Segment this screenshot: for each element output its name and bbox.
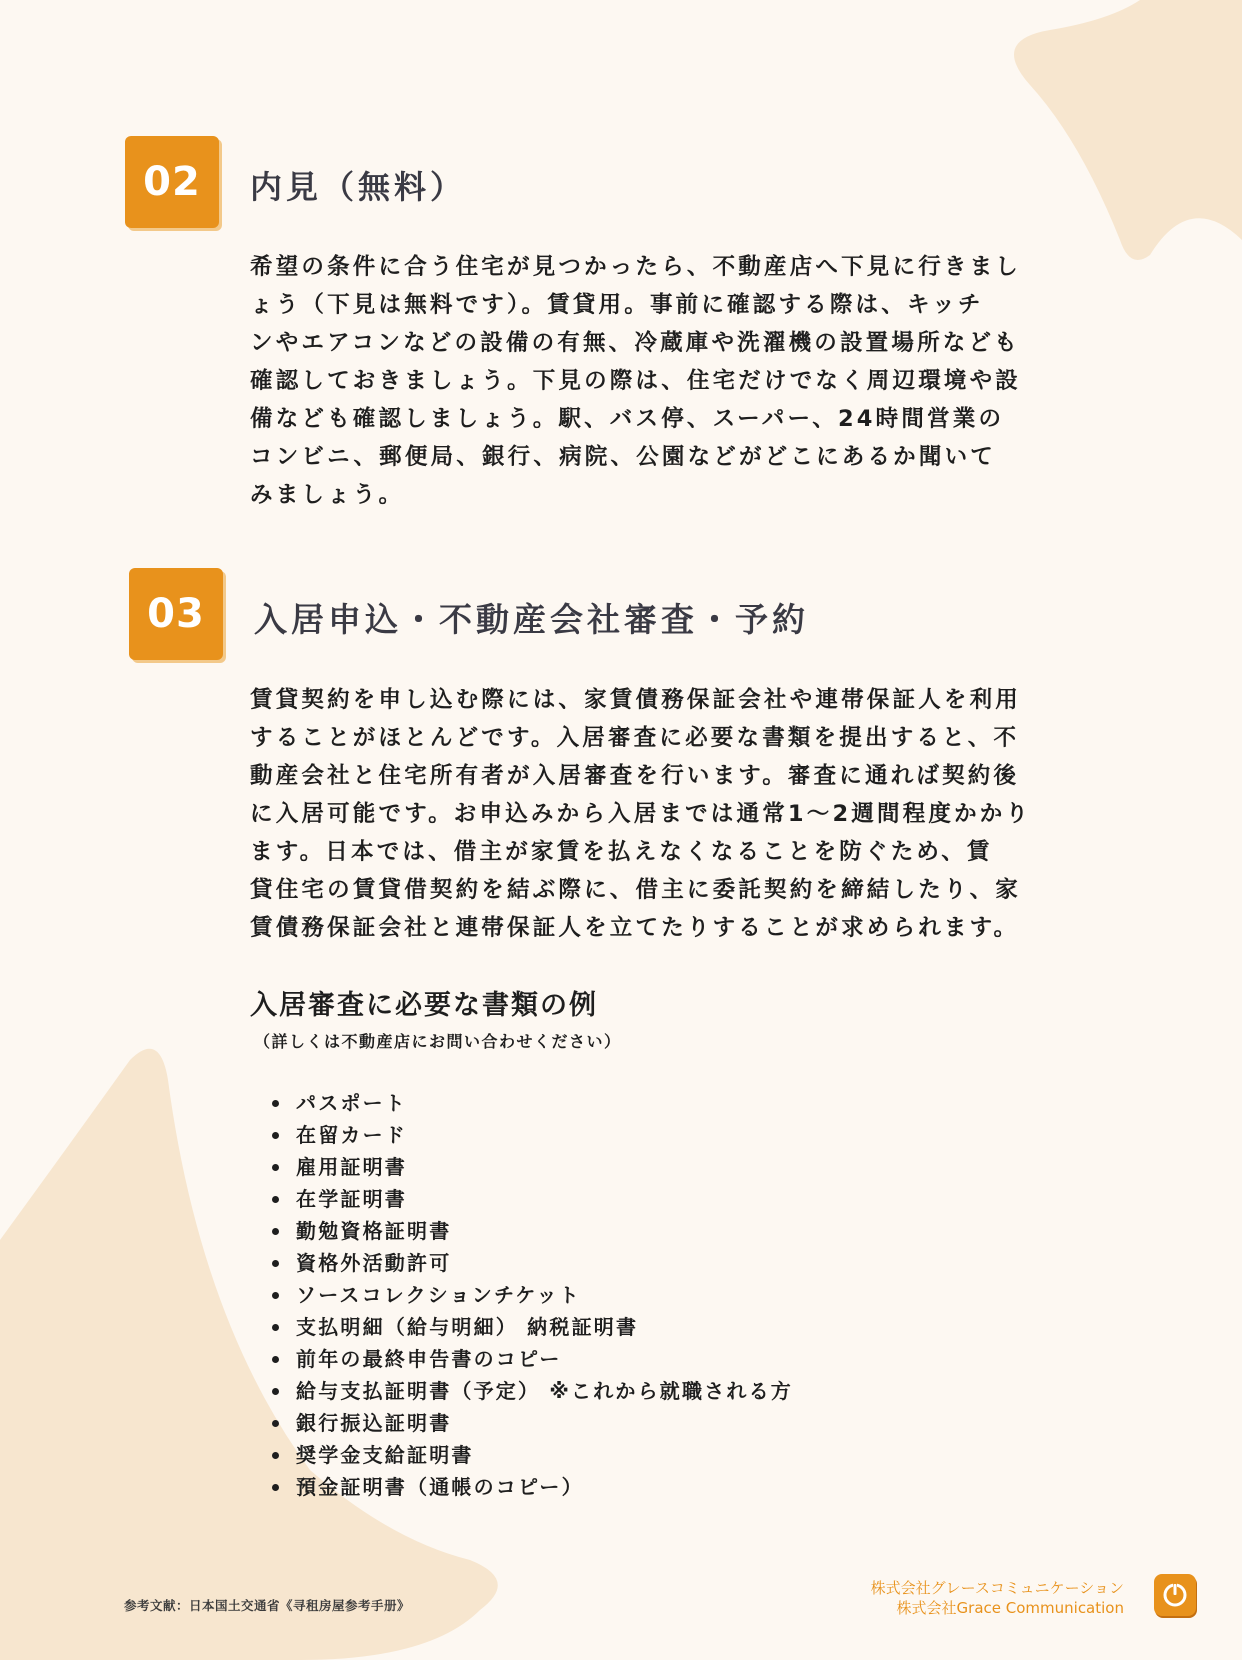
section-03-title: 入居申込・不動産会社審査・予約 xyxy=(254,600,809,639)
documents-list xyxy=(270,1087,793,1503)
power-icon xyxy=(1161,1581,1189,1609)
section-02-number-badge: 02 xyxy=(125,136,219,228)
list-item: パスポート xyxy=(270,1087,793,1119)
list-item: 預金証明書（通帳のコピー） xyxy=(270,1471,793,1503)
list-item: 給与支払証明書（予定） ※これから就職される方 xyxy=(270,1375,793,1407)
documents-heading: 入居審査に必要な書類の例 xyxy=(250,990,598,1021)
company-logo xyxy=(1154,1574,1196,1616)
list-item: 資格外活動許可 xyxy=(270,1247,793,1279)
section-03-line: することがほとんどです。入居審査に必要な書類を提出すると、不 xyxy=(250,725,1020,751)
list-item: 支払明細（給与明細） 納税証明書 xyxy=(270,1311,793,1343)
section-02-line: ンやエアコンなどの設備の有無、冷蔵庫や洗濯機の設置場所なども xyxy=(250,330,1020,356)
list-item: ソースコレクションチケット xyxy=(270,1279,793,1311)
list-item: 奨学金支給証明書 xyxy=(270,1439,793,1471)
list-item: 勤勉資格証明書 xyxy=(270,1215,793,1247)
section-02-title: 内見（無料） xyxy=(250,168,467,206)
section-03-line: に入居可能です。お申込みから入居までは通常1〜2週間程度かかり xyxy=(250,801,1032,827)
section-03-line: ます。日本では、借主が家賃を払えなくなることを防ぐため、賃 xyxy=(250,839,993,865)
section-03-line: 動産会社と住宅所有者が入居審査を行います。審査に通れば契約後 xyxy=(250,763,1020,789)
footer-reference: 参考文献：日本国土交通省《寻租房屋参考手册》 xyxy=(124,1598,411,1613)
section-03-line: 賃貸契約を申し込む際には、家賃債務保証会社や連帯保証人を利用 xyxy=(250,687,1022,713)
section-02-line: ょう（下見は無料です）。賃貸用。事前に確認する際は、キッチ xyxy=(250,292,984,318)
documents-note: （詳しくは不動産店にお問い合わせください） xyxy=(254,1032,622,1051)
section-02-line: 希望の条件に合う住宅が見つかったら、不動産店へ下見に行きまし xyxy=(250,254,1022,280)
section-03-line: 賃債務保証会社と連帯保証人を立てたりすることが求められます。 xyxy=(250,915,1020,941)
company-name-jp: 株式会社グレースコミュニケーション xyxy=(870,1579,1124,1597)
section-02-line: みましょう。 xyxy=(250,482,405,508)
list-item: 前年の最終申告書のコピー xyxy=(270,1343,793,1375)
section-02-line: コンビニ、郵便局、銀行、病院、公園などがどこにあるか聞いて xyxy=(250,444,996,470)
list-item: 雇用証明書 xyxy=(270,1151,793,1183)
list-item: 銀行振込証明書 xyxy=(270,1407,793,1439)
list-item: 在留カード xyxy=(270,1119,793,1151)
section-03-line: 貸住宅の賃貸借契約を結ぶ際に、借主に委託契約を締結したり、家 xyxy=(250,877,1022,903)
section-02-line: 備なども確認しましょう。駅、バス停、スーパー、24時間営業の xyxy=(250,406,1005,432)
top-right-blob xyxy=(1014,0,1242,260)
footer-company xyxy=(871,1578,1124,1618)
company-name-en: 株式会社Grace Communication xyxy=(896,1599,1124,1617)
section-03-paragraph xyxy=(250,681,1130,947)
section-02-line: 確認しておきましょう。下見の際は、住宅だけでなく周辺環境や設 xyxy=(250,368,1022,394)
section-02-paragraph xyxy=(250,248,1130,514)
list-item: 在学証明書 xyxy=(270,1183,793,1215)
section-03-number-badge: 03 xyxy=(129,568,223,660)
